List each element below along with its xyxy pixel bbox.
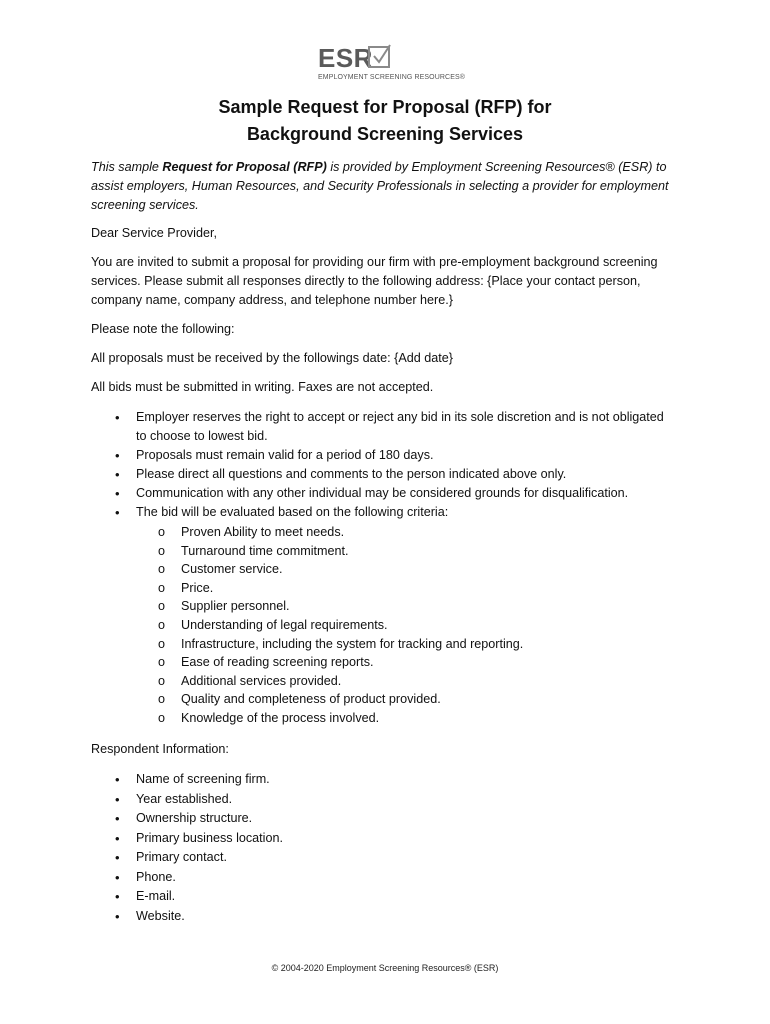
- criteria-item: [0, 635, 721, 654]
- criteria-item-text: Ease of reading screening reports.: [181, 655, 374, 670]
- list-item: [0, 809, 676, 829]
- criteria-item-text: Understanding of legal requirements.: [181, 617, 388, 632]
- list-item-text: E-mail.: [136, 889, 176, 903]
- list-item-text: Year established.: [136, 791, 233, 806]
- checkbox-check-icon: [368, 46, 390, 68]
- list-item: [0, 848, 676, 868]
- list-item: [0, 446, 676, 465]
- criteria-item-text: Infrastructure, including the system for tracking and reporting.: [181, 636, 524, 651]
- list-item: [0, 770, 676, 790]
- list-item-text: Primary business location.: [136, 830, 283, 845]
- circle-bullet-icon: o: [158, 599, 166, 614]
- rules-list: [0, 408, 676, 522]
- circle-bullet-icon: o: [158, 617, 166, 632]
- bullet-icon: •: [115, 467, 120, 482]
- criteria-item: [0, 542, 721, 561]
- criteria-item: [0, 690, 721, 709]
- bullet-icon: •: [115, 830, 120, 846]
- list-item-text: Ownership structure.: [136, 811, 253, 825]
- circle-bullet-icon: o: [158, 562, 166, 577]
- logo-text: ESR: [318, 43, 373, 73]
- criteria-item-text: Knowledge of the process involved.: [181, 710, 380, 725]
- criteria-item: [0, 523, 721, 542]
- document-title-line2: Background Screening Services: [246, 124, 524, 144]
- criteria-item-text: Quality and completeness of product provided.: [181, 692, 441, 707]
- circle-bullet-icon: o: [158, 543, 166, 558]
- intro-paragraph: [91, 158, 691, 215]
- list-item-text: Please direct all questions and comments to the person indicated above only.: [136, 467, 567, 481]
- bullet-icon: •: [115, 791, 120, 807]
- list-item: [0, 465, 676, 484]
- criteria-list: [0, 523, 721, 728]
- bullet-icon: •: [115, 772, 120, 787]
- list-item: [0, 484, 676, 503]
- circle-bullet-icon: o: [158, 692, 166, 707]
- criteria-item: [0, 672, 721, 691]
- bids-line: All bids must be submitted in writing. Faxes are not accepted.: [91, 380, 434, 394]
- criteria-item-text: Additional services provided.: [181, 673, 342, 688]
- bullet-icon: •: [115, 908, 120, 924]
- criteria-item-text: Proven Ability to meet needs.: [181, 525, 345, 539]
- list-item: [0, 887, 676, 907]
- list-item: [0, 503, 676, 522]
- circle-bullet-icon: o: [158, 525, 166, 539]
- invite-paragraph: You are invited to submit a proposal for providing our firm with pre-employment background screening services. Please submit all responses directly to the following address: {Place your contact person, company name, company address, and telephone number here.}: [91, 255, 658, 307]
- list-item: [0, 868, 676, 888]
- criteria-item-text: Supplier personnel.: [181, 599, 290, 614]
- bullet-icon: •: [115, 811, 120, 826]
- list-item-text: Employer reserves the right to accept or reject any bid in its sole discretion and is not obligated to choose to lowest bid.: [136, 410, 664, 443]
- salutation: Dear Service Provider,: [91, 226, 217, 240]
- list-item-text: Primary contact.: [136, 850, 227, 864]
- bullet-icon: •: [115, 486, 120, 501]
- criteria-item: [0, 653, 721, 672]
- respondent-heading: Respondent Information:: [91, 742, 229, 756]
- esr-logo: [318, 44, 468, 88]
- page-footer: © 2004-2020 Employment Screening Resources® (ESR): [271, 963, 499, 973]
- list-item: [0, 790, 676, 810]
- criteria-item-text: Turnaround time commitment.: [181, 543, 349, 558]
- list-item-text: Phone.: [136, 869, 176, 884]
- list-item: [0, 408, 676, 446]
- criteria-item: [0, 579, 721, 598]
- intro-bold: Request for Proposal (RFP): [162, 160, 327, 174]
- circle-bullet-icon: o: [158, 673, 166, 688]
- bullet-icon: •: [115, 448, 120, 463]
- list-item-text: Website.: [136, 908, 185, 923]
- circle-bullet-icon: o: [158, 655, 166, 670]
- bullet-icon: •: [115, 850, 120, 865]
- intro-part1: This sample: [91, 160, 163, 174]
- list-item-text: Communication with any other individual may be considered grounds for disqualification.: [136, 486, 629, 500]
- list-item-text: The bid will be evaluated based on the following criteria:: [136, 505, 449, 519]
- criteria-item: [0, 597, 721, 616]
- criteria-item: [0, 709, 721, 728]
- date-line: All proposals must be received by the followings date: {Add date}: [91, 351, 453, 365]
- criteria-item: [0, 616, 721, 635]
- intro-part2: is provided by Employment Screening Resources® (ESR) to assist employers, Human Resources, and Security Professionals in selecting a provider for employment screening services.: [91, 160, 669, 212]
- circle-bullet-icon: o: [158, 636, 166, 651]
- criteria-item: [0, 560, 721, 579]
- bullet-icon: •: [115, 889, 120, 904]
- criteria-item-text: Customer service.: [181, 562, 283, 577]
- respondent-list: [0, 770, 676, 926]
- criteria-item-text: Price.: [181, 580, 214, 595]
- circle-bullet-icon: o: [158, 710, 166, 725]
- circle-bullet-icon: o: [158, 580, 166, 595]
- bullet-icon: •: [115, 869, 120, 885]
- logo-tagline: EMPLOYMENT SCREENING RESOURCES®: [318, 74, 465, 81]
- bullet-icon: •: [115, 410, 120, 425]
- bullet-icon: •: [115, 505, 120, 520]
- document-title-line1: Sample Request for Proposal (RFP) for: [218, 97, 552, 117]
- list-item: [0, 829, 676, 849]
- list-item: [0, 907, 676, 927]
- note-line: Please note the following:: [91, 322, 235, 336]
- list-item-text: Name of screening firm.: [136, 772, 270, 786]
- list-item-text: Proposals must remain valid for a period of 180 days.: [136, 448, 434, 462]
